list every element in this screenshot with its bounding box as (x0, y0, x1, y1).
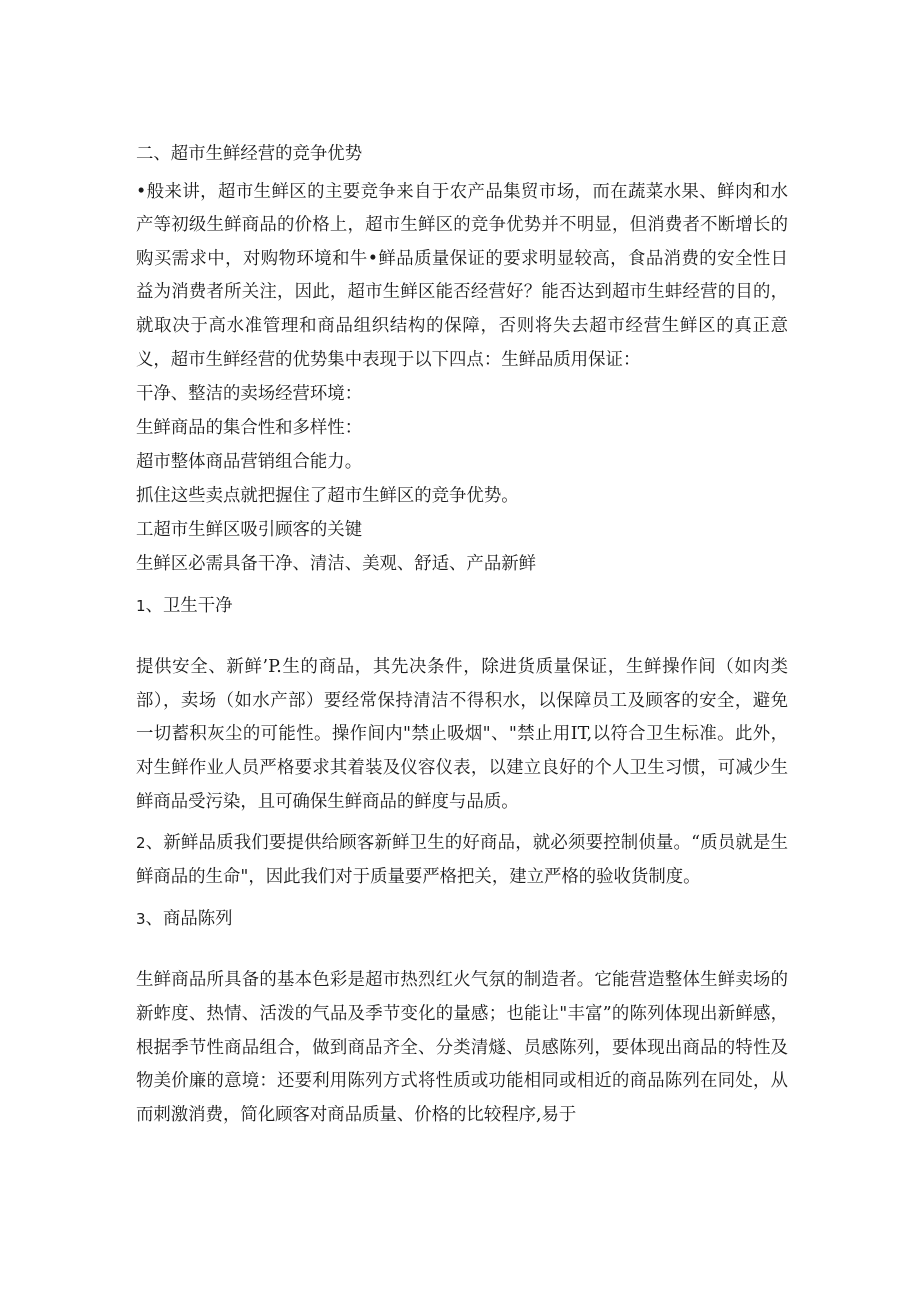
item3-body: 生鲜商品所具备的基本色彩是超市热烈红火气氛的制造者。它能营造整体生鲜卖场的新蚱度、热情、活泼的气品及季节变化的量感；也能让"丰富”的陈列体现出新鲜感，根据季节性商品组合，做到商品齐全、分类清燧、员感陈列，要体现出商品的特性及物美价廉的意境：还要利用陈列方式将性质或功能相同或相近的商品陈列在同处，从而刺激消费，简化顾客对商品质量、价格的比较程序,易于 (136, 970, 788, 1125)
document-body (136, 138, 788, 1132)
item1-number: 1 (136, 597, 146, 616)
section-heading: 二、超市生鲜经营的竞争优势 (136, 144, 363, 164)
advantage-item-1: 干净、整洁的卖场经营环境： (136, 384, 363, 405)
advantage-item-3: 超市整体商品营销组合能力。 (136, 452, 363, 473)
summary-line: 抓住这些卖点就把握住了超市生鲜区的竞争优势。 (136, 486, 519, 507)
item1-body: 提供安全、新鲜’P.生的商品，其先决条件，除进货质量保证，生鲜操作间（如肉类部），卖场（如水产部）要经常保持清洁不得积水，以保障员工及顾客的安全，避免一切蓄积灰尘的可能性。操作间内"禁止吸烟"、"禁止用IT,以符合卫生标准。此外，对生鲜作业人员严格要求其着装及仪容仪表，以建立良好的个人卫生习惯，可减少生鲜商品受污染，且可确保生鲜商品的鲜度与品质。 (136, 657, 788, 812)
section2-intro: 生鲜区必需具备干净、清洁、美观、舒适、产品新鲜 (136, 554, 536, 575)
item2-paragraph (136, 827, 788, 894)
item1-title: 、卫生干净 (145, 596, 233, 617)
intro-paragraph: •般来讲，超市生鲜区的主要竞争来自于农产品集贸市场，而在蔬菜水果、鲜肉和水产等初级生鲜商品的价格上，超市生鲜区的竞争优势并不明显，但消费者不断增长的购买需求中，对购物环境和牛•鲜品质量保证的要求明显较高，食品消费的安全性日益为消费者所关注，因此，超市生鲜区能否经营好？能否达到超市生蚌经营的目的，就取决于高水准管理和商品组织结构的保障，否则将失去超市经营生鲜区的真正意义，超市生鲜经营的优势集中表现于以下四点：生鲜品质用保证： (136, 181, 788, 370)
item2-number: 2 (136, 834, 146, 853)
advantage-item-2: 生鲜商品的集合性和多样性： (136, 418, 363, 439)
item2-body: 、新鲜品质我们要提供给顾客新鲜卫生的好商品，就必须要控制侦量。“质员就是生鲜商品的生命"，因此我们对于质量要严格把关，建立严格的验收货制度。 (136, 833, 788, 887)
item3-heading (136, 902, 788, 936)
item1-heading (136, 589, 788, 623)
item3-number: 3 (136, 910, 146, 929)
section2-heading: 工超市生鲜区吸引顾客的关键 (136, 520, 363, 541)
item3-title: 、商品陈列 (145, 909, 233, 930)
